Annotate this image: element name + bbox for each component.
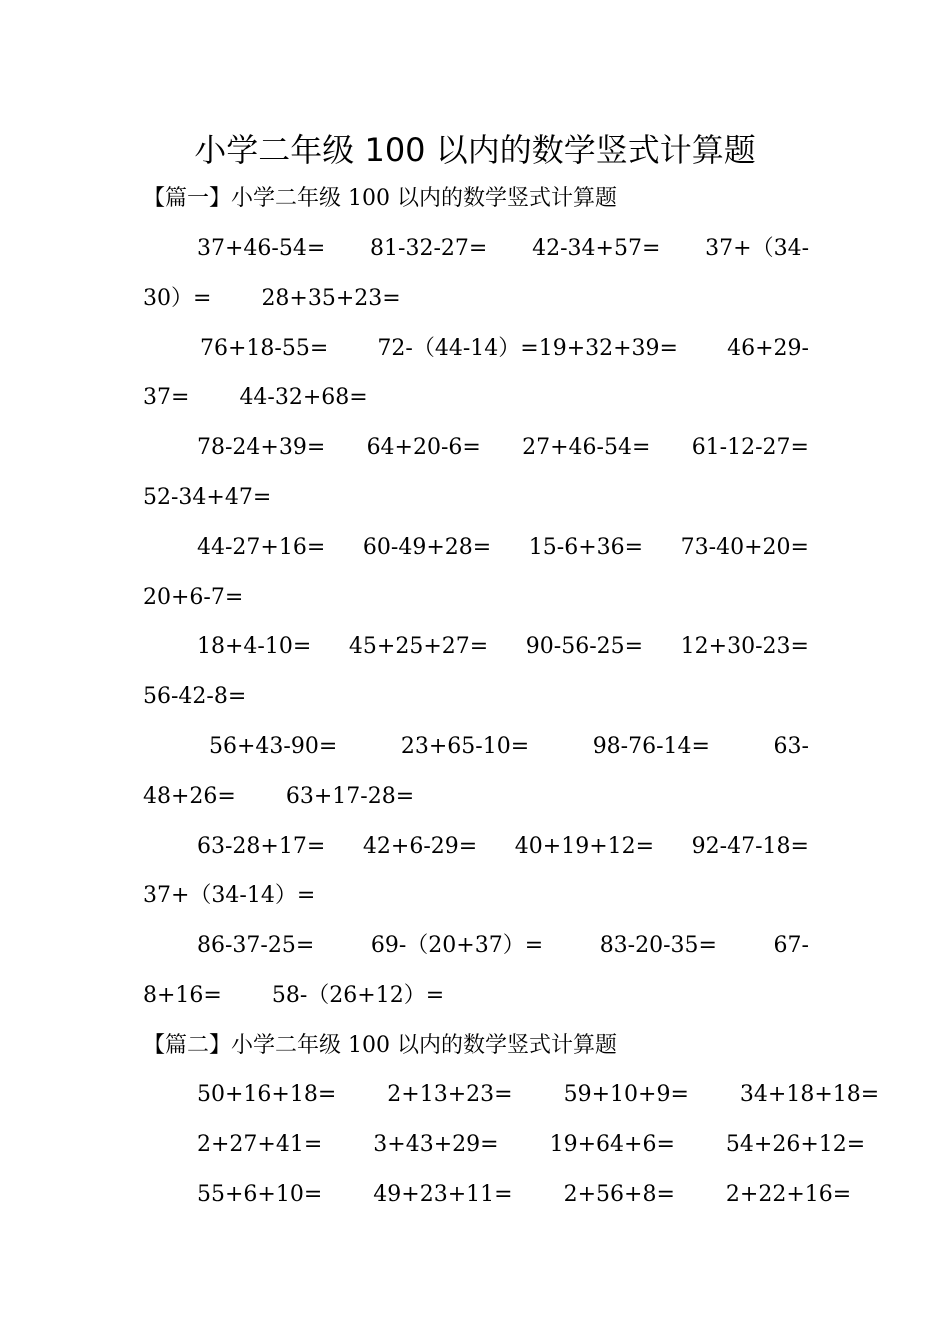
problem: 50+16+18=	[197, 1082, 337, 1107]
problem-row	[197, 233, 809, 265]
problem: 61-12-27=	[691, 435, 809, 460]
problem-row	[197, 930, 809, 962]
problem-row-continued	[143, 382, 418, 414]
problem: 44-32+68=	[239, 385, 368, 410]
problem: 55+6+10=	[197, 1182, 323, 1207]
problem: 64+20-6=	[366, 435, 481, 460]
problem: 3+43+29=	[373, 1132, 499, 1157]
problem-row	[200, 333, 809, 365]
page-title: 小学二年级 100 以内的数学竖式计算题	[194, 131, 756, 169]
problem: 63+17-28=	[285, 784, 415, 809]
problem: 86-37-25=	[197, 933, 315, 958]
problem-row	[197, 631, 809, 663]
problem: 37=	[143, 385, 190, 410]
problem: 37+（34-14）=	[143, 883, 316, 908]
problem: 52-34+47=	[143, 485, 272, 510]
problem-row-continued	[143, 582, 293, 614]
problem: 44-27+16=	[197, 535, 326, 560]
problem: 58-（26+12）=	[271, 983, 445, 1008]
problem-row-continued	[143, 681, 296, 713]
problem: 73-40+20=	[680, 535, 809, 560]
problem-row-continued	[143, 880, 365, 912]
problem: 20+6-7=	[143, 585, 244, 610]
problem: 15-6+36=	[528, 535, 644, 560]
problem: 18+4-10=	[197, 634, 312, 659]
problem: 19+64+6=	[549, 1132, 675, 1157]
problem: 56+43-90=	[209, 734, 338, 759]
problem: 12+30-23=	[680, 634, 809, 659]
section-heading-2: 【篇二】小学二年级 100 以内的数学竖式计算题	[143, 1033, 617, 1058]
problem-row-continued	[143, 283, 451, 315]
problem-row	[197, 831, 809, 863]
problem: 98-76-14=	[592, 734, 710, 759]
section-heading-1: 【篇一】小学二年级 100 以内的数学竖式计算题	[143, 186, 617, 211]
problem: 8+16=	[143, 983, 222, 1008]
problem: 46+29-	[727, 336, 809, 361]
problem: 42+6-29=	[362, 834, 478, 859]
problem: 63-	[773, 734, 809, 759]
problem: 92-47-18=	[691, 834, 809, 859]
problem-row	[197, 1079, 930, 1111]
problem: 2+22+16=	[725, 1182, 852, 1207]
problem: 37+（34-	[705, 236, 809, 261]
problem-row-continued	[143, 781, 464, 813]
problem: 2+56+8=	[563, 1182, 675, 1207]
problem: 40+19+12=	[514, 834, 655, 859]
problem: 56-42-8=	[143, 684, 247, 709]
problem-row	[197, 1179, 902, 1211]
problem: 81-32-27=	[370, 236, 488, 261]
problem: 72-（44-14）=19+32+39=	[377, 336, 678, 361]
problem: 54+26+12=	[725, 1132, 866, 1157]
problem: 27+46-54=	[522, 435, 651, 460]
problem-row-continued	[143, 980, 494, 1012]
problem: 67-	[773, 933, 809, 958]
problem: 30）=	[143, 286, 212, 311]
problem: 90-56-25=	[525, 634, 644, 659]
problem: 69-（20+37）=	[370, 933, 544, 958]
problem: 45+25+27=	[348, 634, 489, 659]
problem: 78-24+39=	[197, 435, 326, 460]
problem: 37+46-54=	[197, 236, 326, 261]
problem: 42-34+57=	[532, 236, 661, 261]
problem-row-continued	[143, 482, 321, 514]
problem: 28+35+23=	[261, 286, 401, 311]
problem: 63-28+17=	[197, 834, 326, 859]
problem: 34+18+18=	[739, 1082, 880, 1107]
problem: 2+13+23=	[387, 1082, 513, 1107]
problem: 83-20-35=	[599, 933, 717, 958]
problem: 49+23+11=	[373, 1182, 513, 1207]
problem-row	[197, 1129, 916, 1161]
problem: 2+27+41=	[197, 1132, 323, 1157]
problem-row	[209, 731, 809, 763]
problem: 48+26=	[143, 784, 236, 809]
problem: 60-49+28=	[362, 535, 492, 560]
problem-row	[197, 532, 809, 564]
problem: 59+10+9=	[563, 1082, 689, 1107]
problem: 76+18-55=	[200, 336, 329, 361]
problem: 23+65-10=	[400, 734, 530, 759]
problem-row	[197, 432, 809, 464]
